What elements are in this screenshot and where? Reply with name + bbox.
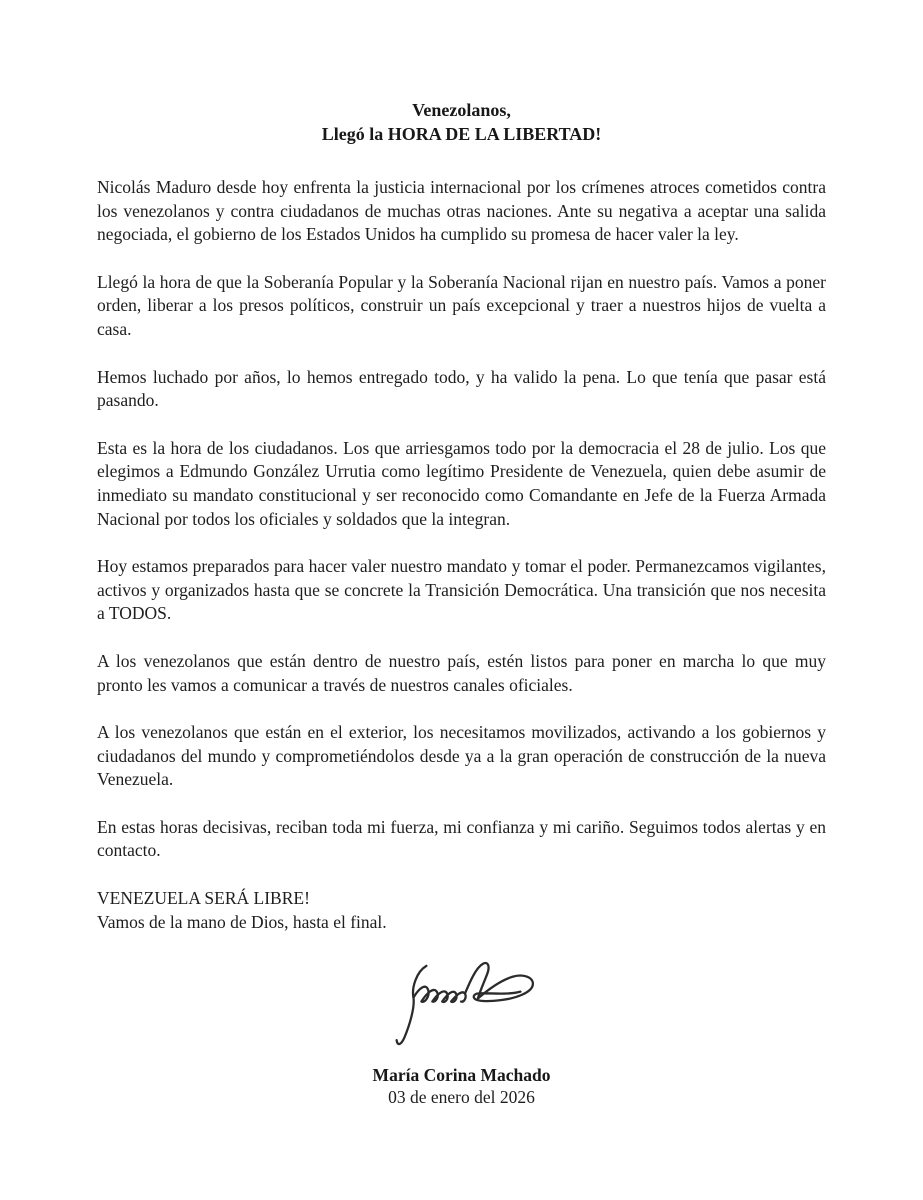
title-line-1: Venezolanos,: [412, 100, 511, 120]
closing-line-2: Vamos de la mano de Dios, hasta el final.: [97, 911, 387, 932]
letter-title: [97, 99, 826, 146]
signature-icon: [382, 952, 542, 1056]
closing-block: [97, 887, 826, 934]
signature-date: 03 de enero del 2026: [388, 1087, 535, 1108]
paragraph-7: A los venezolanos que están en el exterior, los necesitamos movilizados, activando a los gobiernos y ciudadanos del mundo y comprometiéndolos desde ya a la gran operación de construcción de la nueva Venezuela.: [97, 722, 826, 790]
closing-line-1: VENEZUELA SERÁ LIBRE!: [97, 888, 310, 909]
paragraph-1: Nicolás Maduro desde hoy enfrenta la justicia internacional por los crímenes atroces cometidos contra los venezolanos y contra ciudadanos de muchas otras naciones. Ante su negativa a aceptar una salida negociada, el gobierno de los Estados Unidos ha cumplido su promesa de hacer valer la ley.: [97, 177, 826, 245]
signature-name: María Corina Machado: [372, 1065, 551, 1086]
paragraph-5: Hoy estamos preparados para hacer valer nuestro mandato y tomar el poder. Permanezcamos vigilantes, activos y organizados hasta que se concrete la Transición Democrática. Una transición que nos necesita a TODOS.: [97, 556, 826, 624]
paragraph-6: A los venezolanos que están dentro de nuestro país, estén listos para poner en marcha lo que muy pronto les vamos a comunicar a través de nuestros canales oficiales.: [97, 650, 826, 695]
paragraph-8: En estas horas decisivas, reciban toda mi fuerza, mi confianza y mi cariño. Seguimos todos alertas y en contacto.: [97, 816, 826, 861]
signature-block: [97, 952, 826, 1056]
title-line-2: Llegó la HORA DE LA LIBERTAD!: [321, 123, 602, 144]
paragraph-4: Esta es la hora de los ciudadanos. Los que arriesgamos todo por la democracia el 28 de julio. Los que elegimos a Edmundo González Urrutia como legítimo Presidente de Venezuela, quien debe asumir de inmediato su mandato constitucional y ser reconocido como Comandante en Jefe de la Fuerza Armada Nacional por todos los oficiales y soldados que la integran.: [97, 437, 826, 529]
paragraph-3: Hemos luchado por años, lo hemos entregado todo, y ha valido la pena. Lo que tenía que pasar está pasando.: [97, 366, 826, 411]
paragraph-2: Llegó la hora de que la Soberanía Popular y la Soberanía Nacional rijan en nuestro país. Vamos a poner orden, liberar a los presos políticos, construir un país excepcional y traer a nuestros hijos de vuelta a casa.: [97, 271, 826, 339]
letter-body: [97, 176, 826, 863]
